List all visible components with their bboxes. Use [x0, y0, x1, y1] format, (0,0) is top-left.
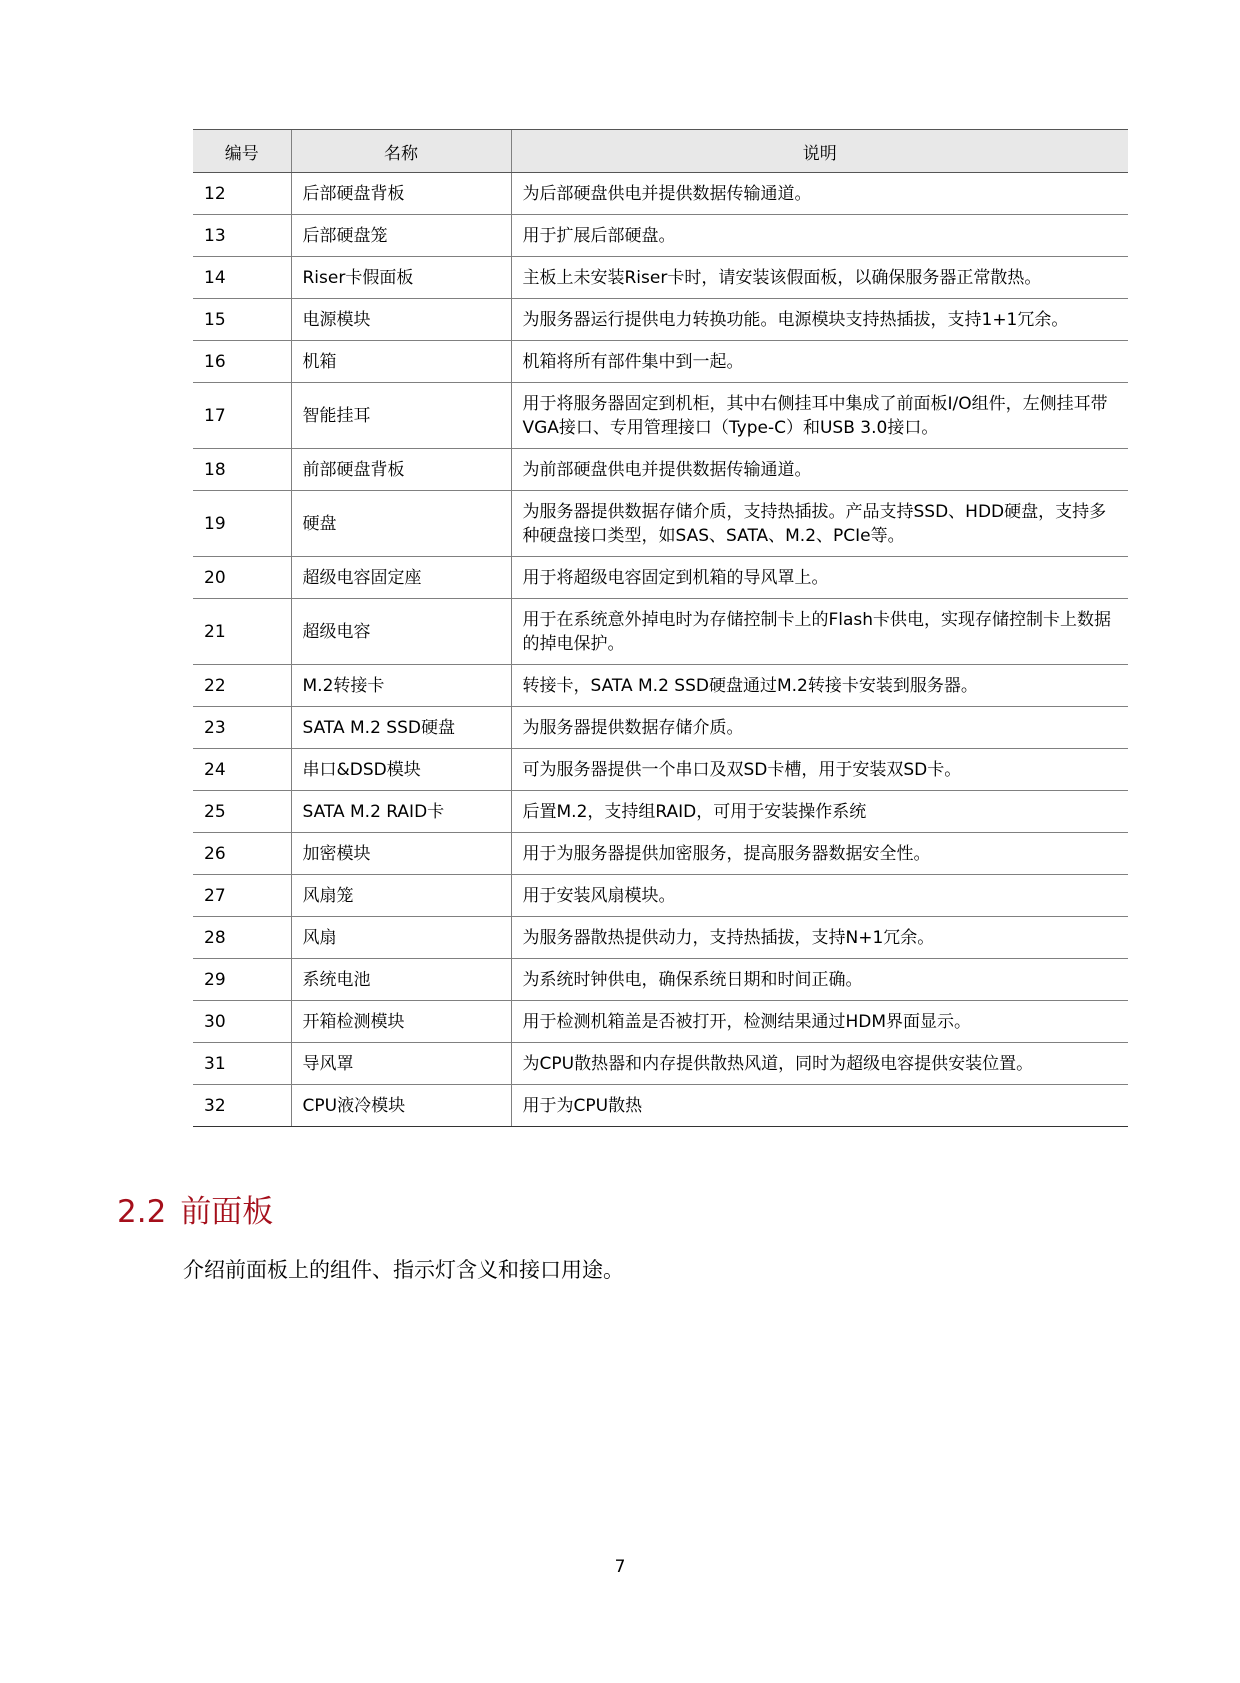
cell-description: 为前部硬盘供电并提供数据传输通道。 — [511, 449, 1128, 491]
cell-name: M.2转接卡 — [291, 665, 511, 707]
cell-name: CPU液冷模块 — [291, 1085, 511, 1127]
table-row — [193, 665, 1128, 707]
cell-number: 25 — [193, 791, 291, 833]
cell-description: 用于扩展后部硬盘。 — [511, 215, 1128, 257]
table-row — [193, 1043, 1128, 1085]
cell-description: 为服务器提供数据存储介质。 — [511, 707, 1128, 749]
table-row — [193, 299, 1128, 341]
cell-name: SATA M.2 SSD硬盘 — [291, 707, 511, 749]
cell-number: 18 — [193, 449, 291, 491]
table-row — [193, 833, 1128, 875]
table-row — [193, 383, 1128, 449]
cell-name: 机箱 — [291, 341, 511, 383]
table-row — [193, 341, 1128, 383]
cell-description: 为系统时钟供电，确保系统日期和时间正确。 — [511, 959, 1128, 1001]
header-name: 名称 — [291, 130, 511, 173]
header-number: 编号 — [193, 130, 291, 173]
cell-number: 20 — [193, 557, 291, 599]
cell-description: 为后部硬盘供电并提供数据传输通道。 — [511, 173, 1128, 215]
cell-description: 后置M.2，支持组RAID，可用于安装操作系统 — [511, 791, 1128, 833]
cell-number: 12 — [193, 173, 291, 215]
table-row — [193, 791, 1128, 833]
cell-number: 32 — [193, 1085, 291, 1127]
section-title: 前面板 — [180, 1194, 274, 1230]
cell-description: 用于在系统意外掉电时为存储控制卡上的Flash卡供电，实现存储控制卡上数据的掉电保护。 — [511, 599, 1128, 665]
cell-name: 前部硬盘背板 — [291, 449, 511, 491]
cell-name: 后部硬盘背板 — [291, 173, 511, 215]
cell-name: 加密模块 — [291, 833, 511, 875]
cell-description: 为服务器运行提供电力转换功能。电源模块支持热插拔，支持1+1冗余。 — [511, 299, 1128, 341]
cell-name: 风扇 — [291, 917, 511, 959]
cell-description: 用于将超级电容固定到机箱的导风罩上。 — [511, 557, 1128, 599]
section-number: 2.2 — [117, 1194, 167, 1230]
cell-number: 17 — [193, 383, 291, 449]
page-number: 7 — [614, 1557, 626, 1577]
cell-name: 后部硬盘笼 — [291, 215, 511, 257]
cell-number: 30 — [193, 1001, 291, 1043]
cell-number: 22 — [193, 665, 291, 707]
cell-description: 转接卡，SATA M.2 SSD硬盘通过M.2转接卡安装到服务器。 — [511, 665, 1128, 707]
table-row — [193, 875, 1128, 917]
cell-name: 风扇笼 — [291, 875, 511, 917]
table-row — [193, 491, 1128, 557]
table-row — [193, 449, 1128, 491]
table-row — [193, 1085, 1128, 1127]
cell-number: 26 — [193, 833, 291, 875]
table-header-row — [193, 130, 1128, 173]
cell-name: 智能挂耳 — [291, 383, 511, 449]
cell-name: 硬盘 — [291, 491, 511, 557]
cell-description: 主板上未安装Riser卡时，请安装该假面板，以确保服务器正常散热。 — [511, 257, 1128, 299]
section-heading — [117, 1186, 273, 1231]
cell-number: 15 — [193, 299, 291, 341]
cell-number: 27 — [193, 875, 291, 917]
table-row — [193, 1001, 1128, 1043]
table-row — [193, 173, 1128, 215]
cell-description: 用于安装风扇模块。 — [511, 875, 1128, 917]
cell-name: 超级电容固定座 — [291, 557, 511, 599]
table-row — [193, 959, 1128, 1001]
cell-name: 串口&DSD模块 — [291, 749, 511, 791]
table-row — [193, 599, 1128, 665]
header-description: 说明 — [511, 130, 1128, 173]
cell-number: 19 — [193, 491, 291, 557]
cell-description: 用于检测机箱盖是否被打开，检测结果通过HDM界面显示。 — [511, 1001, 1128, 1043]
cell-number: 31 — [193, 1043, 291, 1085]
cell-description: 为服务器散热提供动力，支持热插拔，支持N+1冗余。 — [511, 917, 1128, 959]
cell-description: 为CPU散热器和内存提供散热风道，同时为超级电容提供安装位置。 — [511, 1043, 1128, 1085]
cell-number: 24 — [193, 749, 291, 791]
cell-description: 可为服务器提供一个串口及双SD卡槽，用于安装双SD卡。 — [511, 749, 1128, 791]
cell-name: SATA M.2 RAID卡 — [291, 791, 511, 833]
cell-name: 开箱检测模块 — [291, 1001, 511, 1043]
components-table — [193, 129, 1128, 1127]
cell-number: 16 — [193, 341, 291, 383]
cell-number: 29 — [193, 959, 291, 1001]
table-row — [193, 557, 1128, 599]
cell-name: 系统电池 — [291, 959, 511, 1001]
cell-description: 机箱将所有部件集中到一起。 — [511, 341, 1128, 383]
cell-name: 超级电容 — [291, 599, 511, 665]
cell-description: 为服务器提供数据存储介质，支持热插拔。产品支持SSD、HDD硬盘，支持多种硬盘接口类型，如SAS、SATA、M.2、PCIe等。 — [511, 491, 1128, 557]
table-row — [193, 215, 1128, 257]
cell-number: 13 — [193, 215, 291, 257]
cell-number: 21 — [193, 599, 291, 665]
cell-description: 用于为CPU散热 — [511, 1085, 1128, 1127]
cell-number: 28 — [193, 917, 291, 959]
table-row — [193, 707, 1128, 749]
cell-name: Riser卡假面板 — [291, 257, 511, 299]
cell-number: 23 — [193, 707, 291, 749]
cell-name: 电源模块 — [291, 299, 511, 341]
section-intro: 介绍前面板上的组件、指示灯含义和接口用途。 — [183, 1258, 624, 1282]
table-row — [193, 749, 1128, 791]
cell-name: 导风罩 — [291, 1043, 511, 1085]
cell-number: 14 — [193, 257, 291, 299]
cell-description: 用于将服务器固定到机柜，其中右侧挂耳中集成了前面板I/O组件，左侧挂耳带VGA接口、专用管理接口（Type-C）和USB 3.0接口。 — [511, 383, 1128, 449]
table-row — [193, 917, 1128, 959]
table-row — [193, 257, 1128, 299]
cell-description: 用于为服务器提供加密服务，提高服务器数据安全性。 — [511, 833, 1128, 875]
